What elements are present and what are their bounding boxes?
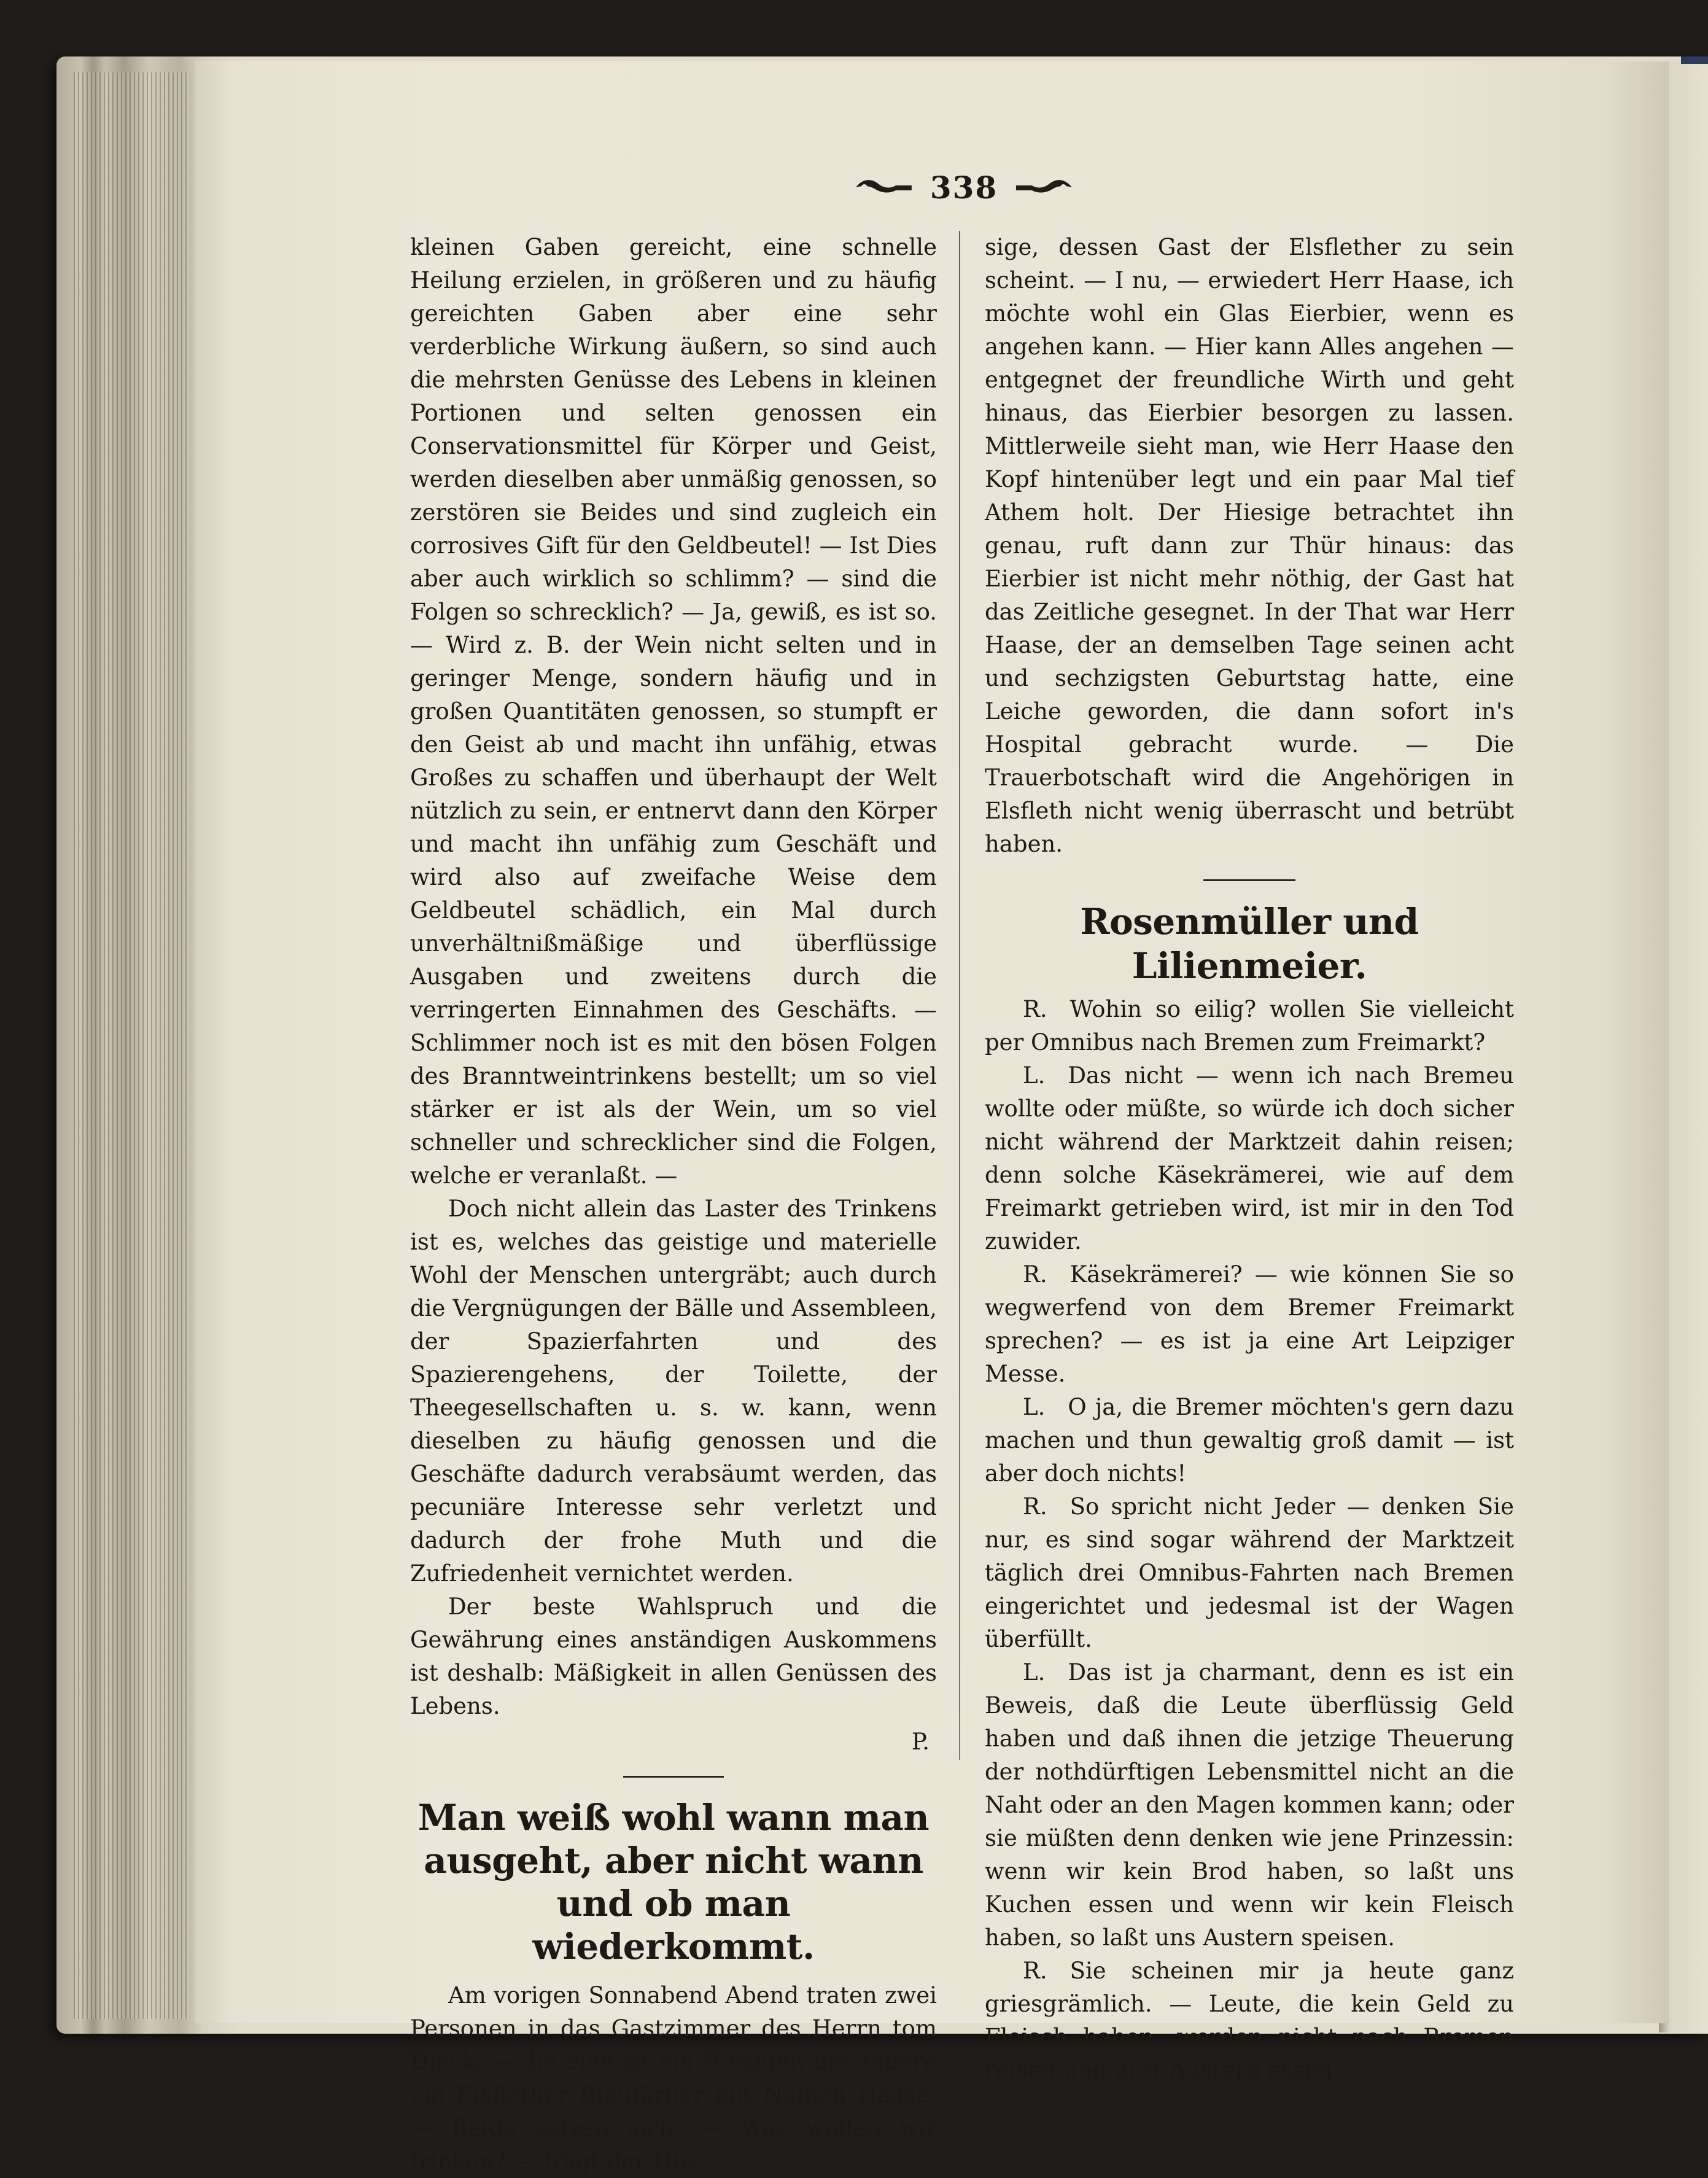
dialogue-line bbox=[985, 993, 1514, 1059]
dialogue-line bbox=[985, 1059, 1514, 1258]
speaker-label: R. bbox=[1023, 996, 1047, 1022]
right-ornament-icon bbox=[1014, 177, 1074, 198]
left-ornament-icon bbox=[853, 177, 914, 198]
dialogue-line bbox=[985, 1391, 1514, 1490]
speaker-label: R. bbox=[1023, 1493, 1047, 1520]
dialogue-line bbox=[985, 1258, 1514, 1391]
dialogue-text: O ja, die Bremer möchten's gern dazu machen und thun gewaltig groß damit — ist aber doch nichts! bbox=[985, 1394, 1514, 1487]
speaker-label: R. bbox=[1023, 1261, 1047, 1288]
column-divider bbox=[959, 231, 960, 1760]
article-title: Rosenmüller und Lilienmeier. bbox=[1080, 901, 1419, 987]
dialogue bbox=[985, 993, 1514, 2087]
page-number: 338 bbox=[930, 169, 998, 206]
cover-binding-strip bbox=[1681, 56, 1708, 64]
paragraph: kleinen Gaben gereicht, eine schnelle Heilung erzielen, in größeren und zu häufig gereichten Gaben aber eine sehr verderbliche Wirkung äußern, so sind auch die mehrsten Genüsse des Lebens in kleinen Portionen und selten genossen ein Conservationsmittel für Körper und Geist, werden dieselben aber unmäßig genossen, so zerstören sie Beides und sind zugleich ein corrosives Gift für den Geldbeutel! — Ist Dies aber auch wirklich so schlimm? — sind die Folgen so schrecklich? — Ja, gewiß, es ist so. — Wird z. B. der Wein nicht selten und in geringer Menge, sondern häufig und in großen Quantitäten genossen, so stumpft er den Geist ab und macht ihn unfähig, etwas Großes zu schaffen und überhaupt der Welt nützlich zu sein, er entnervt dann den Körper und macht ihn unfähig zum Geschäft und wird also auf zweifache Weise dem Geldbeutel schädlich, ein Mal durch unverhältnißmäßige und überflüssige Ausgaben und zweitens durch die verringerten Einnahmen des Geschäfts. — Schlimmer noch ist es mit den bösen Folgen des Branntweintrinkens bestellt; um so viel stärker er ist als der Wein, um so viel schneller und schrecklicher sind die Folgen, welche er veranlaßt. — bbox=[410, 234, 937, 1189]
speaker-label: L. bbox=[1023, 1394, 1046, 1420]
article-title: Man weiß wohl wann man ausgeht, aber nicht wann und ob man wiederkommt. bbox=[417, 1797, 930, 1967]
dialogue-line bbox=[985, 1954, 1514, 2087]
speaker-label: R. bbox=[1023, 1958, 1047, 1984]
dialogue-line bbox=[985, 1656, 1514, 1954]
stacked-pages-edge bbox=[74, 72, 190, 2019]
author-signature: P. bbox=[911, 1729, 930, 1755]
speaker-label: L. bbox=[1023, 1659, 1046, 1686]
paragraph: Doch nicht allein das Laster des Trinkens ist es, welches das geistige und materielle Wohl der Menschen untergräbt; auch durch die Vergnügungen der Bälle und Assembleen, der Spazierfahrten und des Spazierengehens, der Toilette, der Theegesellschaften u. s. w. kann, wenn dieselben zu häufig genossen und die Geschäfte dadurch verabsäumt werden, das pecuniäre Interesse sehr verletzt und dadurch der frohe Muth und die Zufriedenheit vernichtet werden. bbox=[410, 1196, 937, 1587]
dialogue-text: So spricht nicht Jeder — denken Sie nur, es sind sogar während der Marktzeit täglich drei Omnibus-Fahrten nach Bremen eingerichtet und jedesmal ist der Wagen überfüllt. bbox=[985, 1493, 1514, 1652]
paragraph: Der beste Wahlspruch und die Gewährung eines anständigen Auskommens ist deshalb: Mäßigkeit in allen Genüssen des Lebens. bbox=[410, 1593, 937, 1719]
paragraph: Am vorigen Sonnabend Abend traten zwei Personen in das Gastzimmer des Herrn tom Dieck; — die eine ist ein Hiesiger, die andere ein Elsflether Blaufärber mit Namen Haase; — Beide setzen sich. — Was wollen wir trinken? — frägt der Hie- bbox=[410, 1982, 937, 2174]
left-column bbox=[410, 231, 937, 2178]
dialogue-text: Das ist ja charmant, denn es ist ein Beweis, daß die Leute überflüssig Geld haben und daß ihnen die jetzige Theuerung der nothdürftigen Lebensmittel nicht an die Naht oder an den Magen kommen kann; oder sie müßten denn denken wie jene Prinzessin: wenn wir kein Brod haben, so laßt uns Kuchen essen und wenn wir kein Fleisch haben, so laßt uns Austern speisen. bbox=[985, 1659, 1514, 1951]
dialogue-text: Wohin so eilig? wollen Sie vielleicht per Omnibus nach Bremen zum Freimarkt? bbox=[985, 996, 1514, 1056]
section-divider bbox=[1203, 879, 1295, 881]
right-column bbox=[985, 231, 1514, 2087]
speaker-label: L. bbox=[1023, 1062, 1046, 1089]
section-divider bbox=[623, 1776, 724, 1778]
dialogue-text: Sie scheinen mir ja heute ganz griesgrämlich. — Leute, die kein Geld zu Fleisch haben, werden nicht nach Bremen reisen und dort Austern essen. bbox=[985, 1958, 1514, 2083]
page-header bbox=[853, 166, 1074, 209]
dialogue-text: Das nicht — wenn ich nach Bremeu wollte oder müßte, so würde ich doch sicher nicht während der Marktzeit dahin reisen; denn solche Käsekrämerei, wie auf dem Freimarkt getrieben wird, ist mir in den Tod zuwider. bbox=[985, 1062, 1514, 1254]
dialogue-text: Käsekrämerei? — wie können Sie so wegwerfend von dem Bremer Freimarkt sprechen? — es ist ja eine Art Leipziger Messe. bbox=[985, 1261, 1514, 1387]
paragraph: sige, dessen Gast der Elsflether zu sein scheint. — I nu, — erwiedert Herr Haase, ich möchte wohl ein Glas Eierbier, wenn es angehen kann. — Hier kann Alles angehen — entgegnet der freundliche Wirth und geht hinaus, das Eierbier besorgen zu lassen. Mittlerweile sieht man, wie Herr Haase den Kopf hintenüber legt und ein paar Mal tief Athem holt. Der Hiesige betrachtet ihn genau, ruft dann zur Thür hinaus: das Eierbier ist nicht mehr nöthig, der Gast hat das Zeitliche gesegnet. In der That war Herr Haase, der an demselben Tage seinen acht und sechzigsten Geburtstag hatte, eine Leiche geworden, die dann sofort in's Hospital gebracht wurde. — Die Trauerbotschaft wird die Angehörigen in Elsfleth nicht wenig überrascht und betrübt haben. bbox=[985, 234, 1514, 857]
dialogue-line bbox=[985, 1490, 1514, 1656]
